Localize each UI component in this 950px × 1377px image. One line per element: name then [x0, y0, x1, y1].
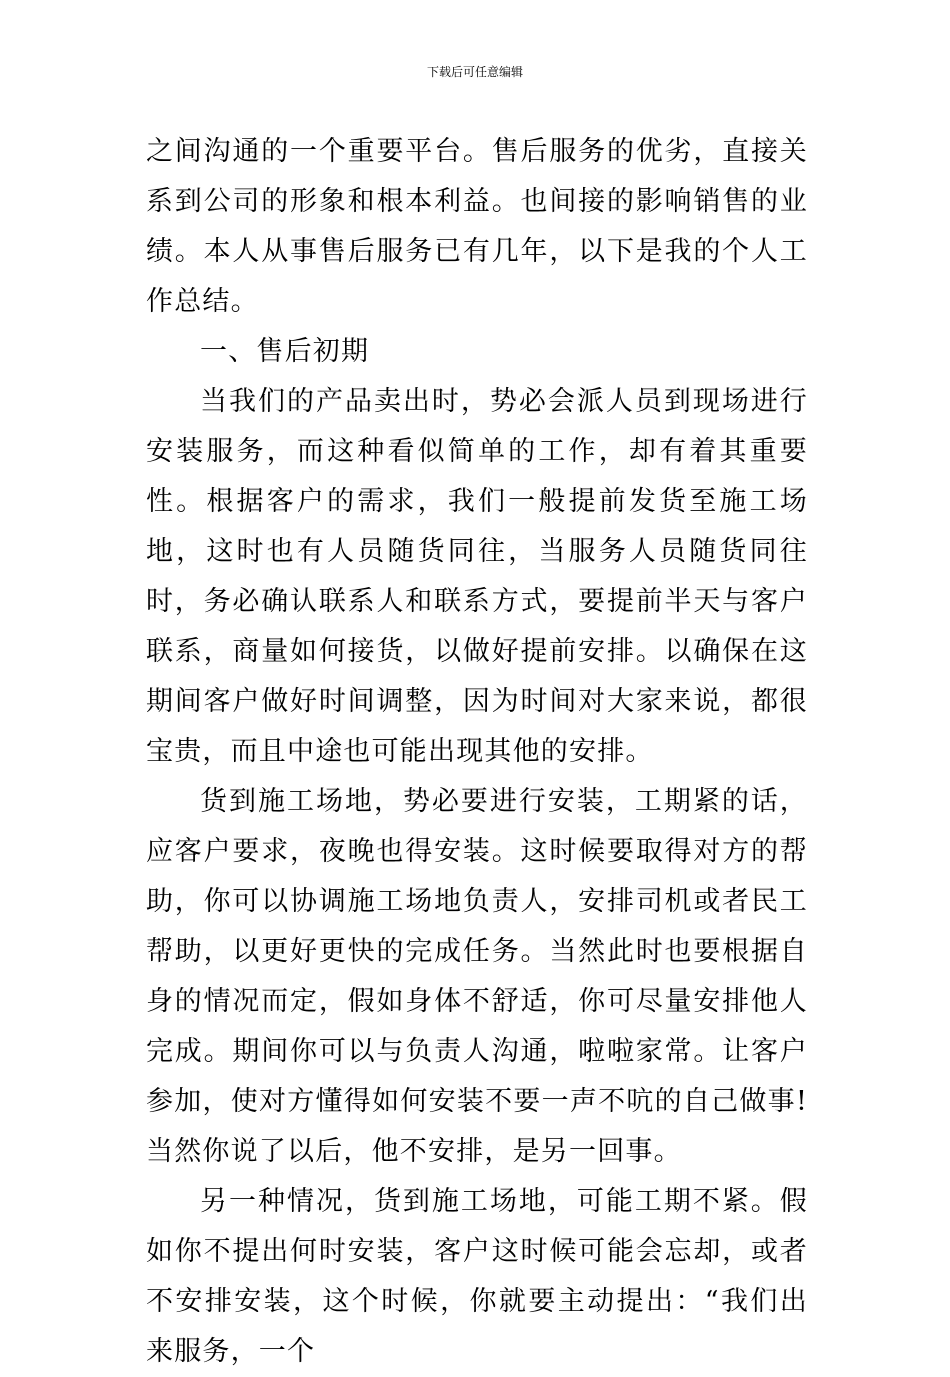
section-heading: 一、售后初期 [200, 336, 370, 367]
paragraph-intro: 之间沟通的一个重要平台。售后服务的优劣，直接关系到公司的形象和根本利益。也间接的影响销售的业绩。本人从事售后服务已有几年，以下是我的个人工作总结。 [146, 136, 808, 317]
page-header: 下载后可任意编辑 [426, 65, 523, 79]
paragraph-other-case: 另一种情况，货到施工场地，可能工期不紧。假如你不提出何时安装，客户这时候可能会忘却，或者不安排安装，这个时候，你就要主动提出：“我们出来服务，一个 [146, 1186, 808, 1367]
paragraph-installation: 当我们的产品卖出时，势必会派人员到现场进行安装服务，而这种看似简单的工作，却有着其重要性。根据客户的需求，我们一般提前发货至施工场地，这时也有人员随货同往，当服务人员随货同往时，务必确认联系人和联系方式，要提前半天与客户联系，商量如何接货，以做好提前安排。以确保在这期间客户做好时间调整，因为时间对大家来说，都很宝贵，而且中途也可能出现其他的安排。 [146, 386, 808, 767]
paragraph-site-installation: 货到施工场地，势必要进行安装，工期紧的话，应客户要求，夜晚也得安装。这时候要取得对方的帮助，你可以协调施工场地负责人，安排司机或者民工帮助，以更好更快的完成任务。当然此时也要根据自身的情况而定，假如身体不舒适，你可尽量安排他人完成。期间你可以与负责人沟通，啦啦家常。让客户参加，使对方懂得如何安装不要一声不吭的自己做事!当然你说了以后，他不安排，是另一回事。 [146, 786, 808, 1167]
document-body [146, 127, 808, 1377]
